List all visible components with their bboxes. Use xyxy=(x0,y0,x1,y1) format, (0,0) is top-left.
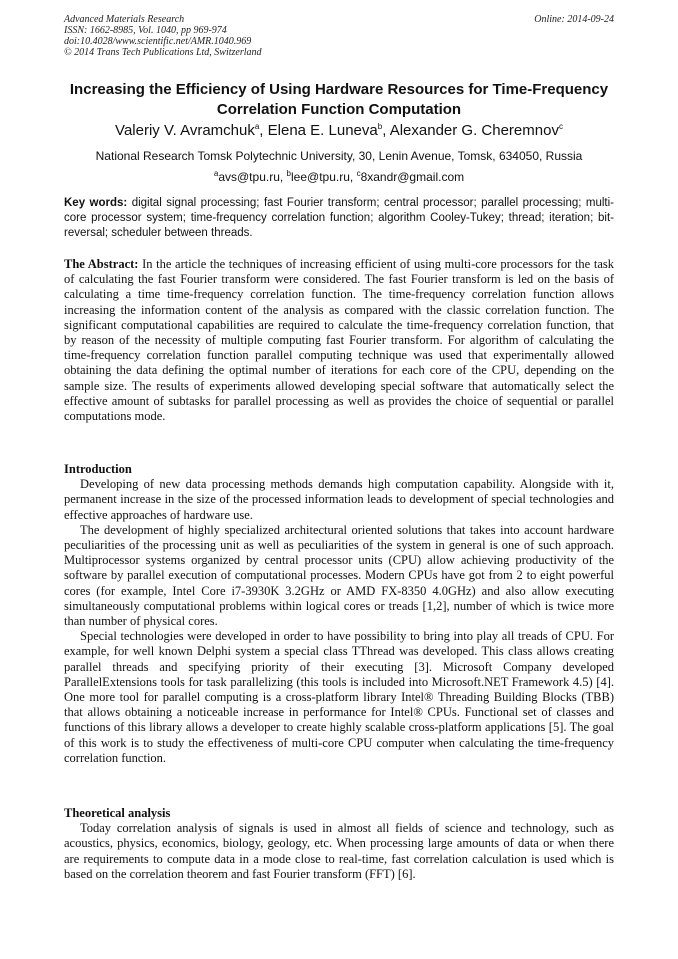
paragraph: Special technologies were developed in order to have possibility to bring into play all treads of CPU. For example, for well known Delphi system a special class TThread was developed. This class allows creating parallel threads and specifying priority of their executing [3]. Microsoft Company developed ParallelExtensions tools for task parallelizing (this tools is included into Microsoft.NET Framework 4.5) [4]. One more tool for parallel computing is a cross-platform library Intel® Threading Building Blocks (TBB) that allows obtaining a noticeable increase in performance for Intel® CPUs. Functional set of classes and functions of this library allows a developer to create highly scalable cross-platform applications [5]. The goal of this work is to study the effectiveness of multi-core CPU computer when calculating the time-frequency correlation function. xyxy=(64,629,614,765)
doi-line: doi:10.4028/www.scientific.net/AMR.1040.969 xyxy=(64,36,252,47)
paper-title: Increasing the Efficiency of Using Hardware Resources for Time-Frequency Correlation Function Computation xyxy=(69,81,609,118)
author-name: Valeriy V. Avramchuk xyxy=(115,122,255,139)
keywords-label: Key words: xyxy=(64,197,128,209)
author-name: Elena E. Luneva xyxy=(267,122,378,139)
author-mark: a xyxy=(254,122,260,131)
email-mark: c xyxy=(356,169,361,178)
paragraph: The development of highly specialized architectural oriented solutions that takes into account hardware peculiarities of the processing unit as well as peculiarities of the system in general is one of such approach. Multiprocessor systems organized by central processor units (CPU) allow achieving productivity of the software by parallel execution of computational processes. Modern CPUs have got from 2 to eight powerful cores (for example, Intel Core i7-3930K 3.2GHz or AMD FX-8350 4.0GHz) and also allow executing simultaneously computational problems within logical cores or treads [1,2], number of which is twice more than number of physical cores. xyxy=(64,522,614,629)
email-address: avs@tpu.ru xyxy=(218,170,280,184)
copyright-line: © 2014 Trans Tech Publications Ltd, Switzerland xyxy=(64,47,262,58)
introduction-section xyxy=(64,462,614,766)
theoretical-analysis-section xyxy=(64,806,614,882)
journal-header xyxy=(64,14,262,58)
keywords xyxy=(64,196,614,241)
abstract-text: In the article the techniques of increasing efficient of using multi-core processors for the task of calculating the fast Fourier transform were considered. The fast Fourier transform is led on the basis of calculating a time time-frequency correlation function. The time-frequency correlation function allows increasing the information content of the analysis as compared with the classic correlation function. The significant computational capabilities are required to calculate the time-frequency correlation function, that by reason of the necessity of multiple computing fast Fourier transform. For algorithm of calculating the time-frequency correlation function parallel computing technique was used that experimentally allowed obtaining the data defining the optimal number of iterations for each core of the CPU, depending on the sample size. The results of experiments allowed developing special software that automatically select the effective amount of subtasks for parallel processing as well as provides the choice of sequential or parallel computations mode. xyxy=(64,257,614,424)
paragraph: Today correlation analysis of signals is used in almost all fields of science and technology, such as acoustics, physics, economics, biology, geology, etc. When processing large amounts of data or when there are requirements to compute data in a mode close to real-time, fast correlation calculation is used which is based on the correlation theorem and fast Fourier transform (FFT) [6]. xyxy=(64,821,614,881)
journal-name: Advanced Materials Research xyxy=(64,14,185,25)
email-list: $^a$avs@tpu.ru, $^b$lee@tpu.ru, $^c$8xandr@gmail.com xyxy=(213,169,465,184)
abstract xyxy=(64,257,614,424)
author-name: Alexander G. Cheremnov xyxy=(389,122,559,139)
paragraph: Developing of new data processing methods demands high computation capability. Alongside with it, permanent increase in the size of the processed information leads to development of special technologies and effective approaches of hardware use. xyxy=(64,477,614,522)
author-list: Valeriy V. Avramchuk$^a$, Elena E. Luneva$^b$, Alexander G. Cheremnov$^c$ xyxy=(115,122,563,139)
section-heading: Theoretical analysis xyxy=(64,806,171,820)
section-heading: Introduction xyxy=(64,462,132,476)
email-address: 8xandr@gmail.com xyxy=(360,170,465,184)
online-date xyxy=(534,14,614,25)
keywords-text: digital signal processing; fast Fourier transform; central processor; parallel processing; multi-core processor system; time-frequency correlation function; algorithm Cooley-Tukey; thread; iteration; bit-reversal; scheduler between threads. xyxy=(64,197,614,239)
author-mark: b xyxy=(377,122,383,131)
issn-line: ISSN: 1662-8985, Vol. 1040, pp 969-974 xyxy=(64,25,227,36)
email-mark: a xyxy=(213,169,219,178)
abstract-label: The Abstract: xyxy=(64,257,139,271)
online-date-text: Online: 2014-09-24 xyxy=(534,14,614,25)
email-address: lee@tpu.ru xyxy=(291,170,350,184)
email-mark: b xyxy=(286,169,291,178)
affiliation: National Research Tomsk Polytechnic University, 30, Lenin Avenue, Tomsk, 634050, Russia xyxy=(95,149,583,163)
author-mark: c xyxy=(558,122,563,131)
